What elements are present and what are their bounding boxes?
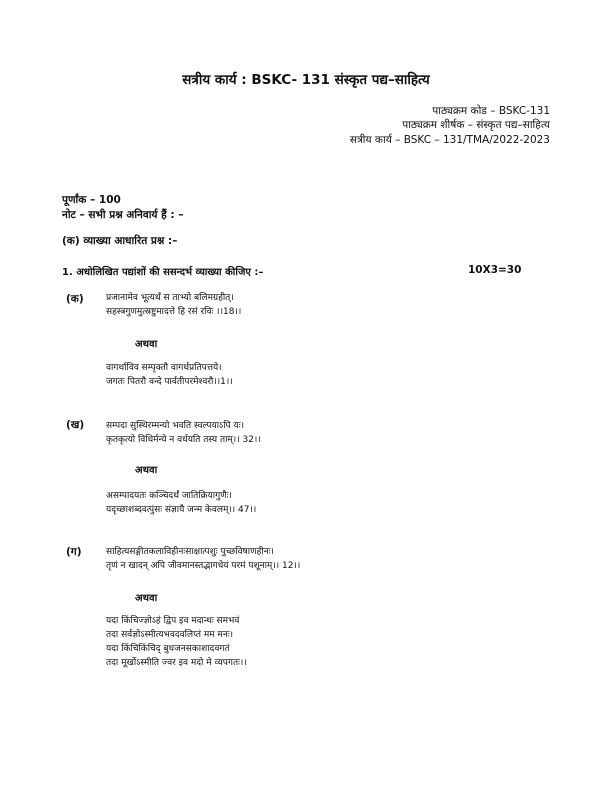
verse-line: प्रजानामेव भूत्यर्थं स ताभ्यो बलिमग्रहीत्। (106, 293, 234, 303)
note: नोट – सभी प्रश्न अनिवार्य हैं : – (62, 209, 184, 221)
course-title: पाठ्यक्रम शीर्षक – संस्कृत पद्य–साहित्य (402, 119, 550, 131)
verse-line: जगतः पितरौ वन्दे पार्वतीपरमेश्वरौ।।1।। (106, 377, 233, 387)
verse-line: तृणं न खादन् अपि जीवमानस्तद्भागधेयं परमं पशूनाम्।। 12।। (106, 561, 301, 571)
page-title: सत्रीय कार्य : BSKC- 131 संस्कृत पद्य–साहित्य (182, 72, 430, 88)
verse-line: यदृच्छाशब्दवत्पुंसः संज्ञायै जन्म केवलम्।। 47।। (106, 505, 257, 515)
or-label: अथवा (135, 339, 158, 350)
part-label: (ख) (66, 419, 85, 431)
verse-line: साहित्यसङ्गीतकलाविहीनःसाक्षात्पशुः पुच्छविषाणहीनः। (106, 547, 274, 557)
verse-line: असम्पादयतः कञ्चिदर्थं जातिक्रियागुणैः। (106, 491, 232, 501)
verse-line: सहस्त्रगुणमुत्स्रष्टुमादत्ते हि रसं रविः ।।18।। (106, 307, 242, 317)
part-label: (ग) (66, 546, 82, 558)
verse-line: वागर्थाविव सम्पृक्तौ वागर्थप्रतिपत्तये। (106, 363, 222, 373)
verse-line: कृतकृत्यो विधिर्मन्ये न वर्धयति तस्य ताम्।। 32।। (106, 435, 261, 445)
verse-line: यदा किंचिकिंचिद् बुधजनसकाशादवगतं (106, 644, 230, 654)
total-marks: पूर्णांक – 100 (62, 194, 121, 206)
assignment-code: सत्रीय कार्य – BSKC – 131/TMA/2022-2023 (349, 134, 550, 146)
verse-line: सम्पदा सुस्थिरम्मन्यो भवति स्वल्पयाऽपि यः। (106, 421, 244, 431)
verse-line: तदा सर्वज्ञोऽस्मीत्यभवदवलिप्तं मम मनः। (106, 630, 234, 640)
section-heading: (क) व्याख्या आधारित प्रश्न :– (62, 235, 178, 247)
question-marks: 10X3=30 (468, 264, 522, 276)
verse-line: यदा किंचिज्ज्ञोऽहं द्विप इव मदान्धः समभवं (106, 616, 240, 626)
or-label: अथवा (135, 465, 158, 476)
verse-line: तदा मूर्खोऽस्मीति ज्वर इव मदो मे व्यपगतः।। (106, 658, 247, 668)
course-code: पाठ्यक्रम कोड – BSKC-131 (432, 105, 550, 117)
part-label: (क) (66, 293, 84, 305)
question-text: 1. अधोलिखित पद्यांशों की ससन्दर्भ व्याख्या कीजिए :– (62, 267, 264, 278)
or-label: अथवा (135, 593, 158, 604)
